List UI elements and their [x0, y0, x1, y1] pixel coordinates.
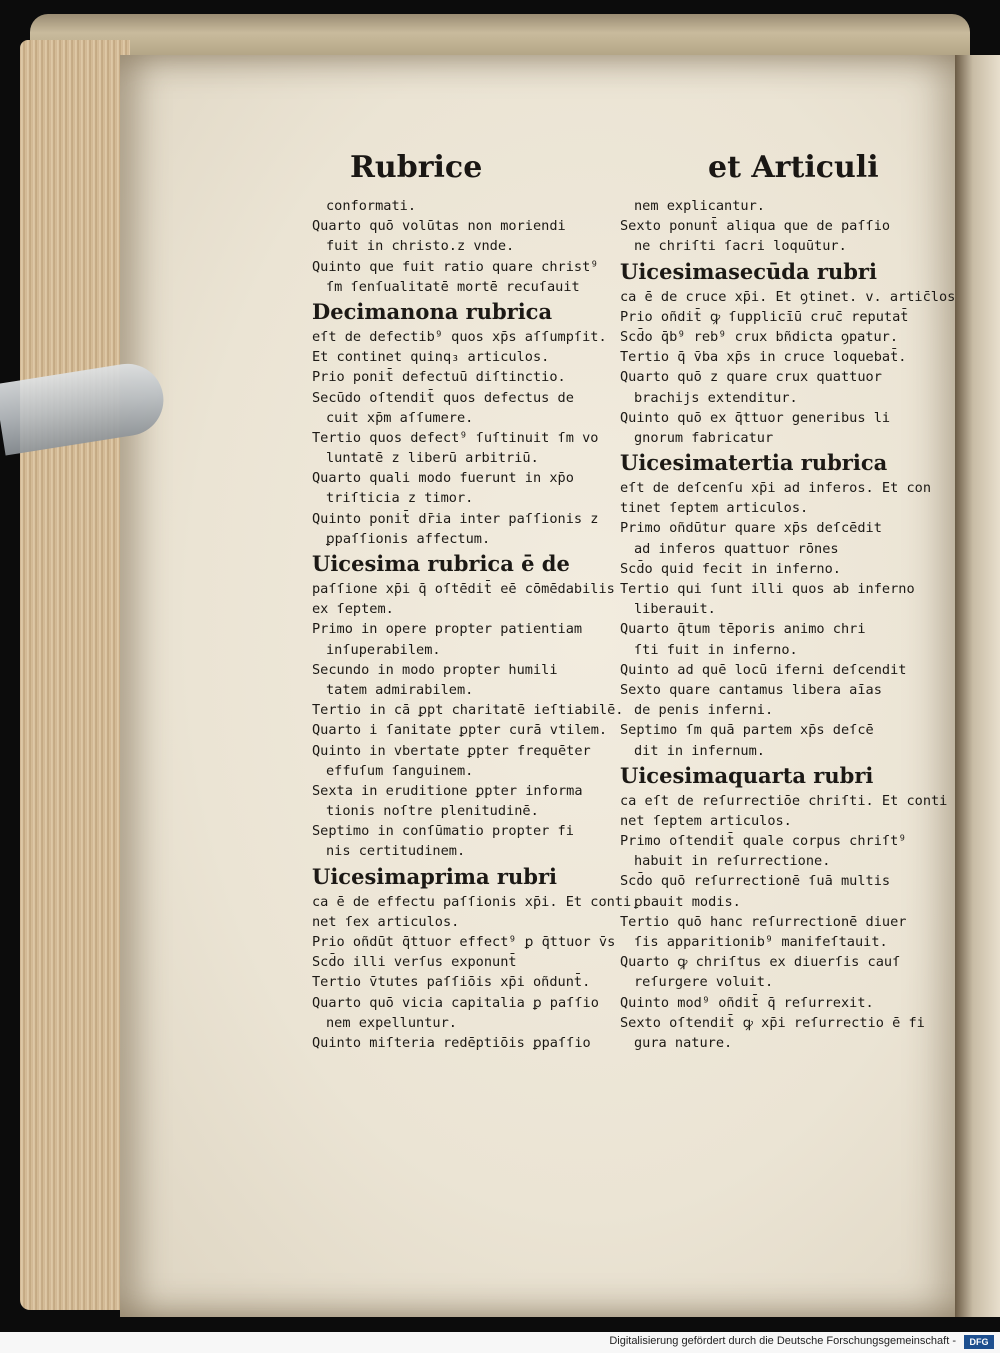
text-line: Septimo ſm quā partem xp̄s deſcē: [620, 722, 874, 739]
text-line: gnorum fabricatur: [634, 429, 774, 446]
rubric-heading: Uicesimaprima rubri: [312, 863, 557, 889]
text-line: nem expelluntur.: [326, 1014, 457, 1031]
dfg-logo: DFG: [964, 1335, 994, 1349]
text-line: Quarto quō z quare crux quattuor: [620, 369, 882, 386]
text-line: fuit in christo.z vnde.: [326, 238, 515, 255]
rubric-heading: Uicesimaquarta rubri: [620, 762, 874, 788]
text-line: brachijs extenditur.: [634, 389, 798, 406]
text-line: ne chriſti ſacri loquūtur.: [634, 238, 847, 255]
text-line: ca ē de effectu paſſionis xp̄i. Et conti: [312, 893, 632, 910]
text-line: Primo oſtendit̄ quale corpus chriſt⁹: [620, 833, 907, 850]
text-line: ꝑbauit modis.: [634, 893, 741, 910]
text-line: Sexto quare cantamus libera aīas: [620, 681, 882, 698]
text-line: eſt de defectib⁹ quos xp̄s aſſumpſit.: [312, 328, 607, 345]
footer-bar: [0, 1332, 1000, 1353]
text-line: tatem admirabilem.: [326, 681, 474, 698]
text-line: conformati.: [326, 198, 417, 214]
text-line: ꝑpaſſionis affectum.: [326, 530, 491, 547]
text-line: Tertio quos defect⁹ ſuſtinuit ſm vo: [312, 429, 599, 446]
text-line: net ſeptem articulos.: [620, 812, 792, 829]
text-line: Quinto ad quē locū iferni deſcendit: [620, 661, 907, 678]
rubric-heading: Decimanona rubrica: [312, 298, 553, 324]
text-line: habuit in reſurrectione.: [634, 853, 831, 870]
running-header-left: Rubrice: [350, 150, 483, 185]
rubric-heading: Uicesimatertia rubrica: [620, 450, 888, 476]
text-line: gura nature.: [634, 1034, 733, 1051]
text-line: Septimo in conſūmatio propter fi: [312, 823, 574, 840]
text-line: Prio ponit̄ defectuū diſtinctio.: [312, 369, 566, 386]
text-line: Scd̄o illi verſus exponunt̄: [312, 954, 517, 971]
running-header-right: et Articuli: [708, 150, 879, 185]
text-line: Quarto i ſanitate ꝑpter curā vtilem.: [312, 722, 608, 739]
text-line: ad inferos quattuor rōnes: [634, 540, 839, 557]
text-line: ſti fuit in inferno.: [634, 641, 798, 658]
text-line: nis certitudinem.: [326, 843, 466, 860]
text-line: Secūdo oſtendit̄ quos defectus de: [312, 389, 574, 406]
text-line: Scd̄o q̄b⁹ reb⁹ crux bñdicta ꝯpatur.: [620, 328, 899, 345]
text-line: Prio oñdūt q̄ttuor effect⁹ ꝑ q̄ttuor v̄s: [312, 934, 616, 950]
text-line: Scd̄o quid fecit in inferno.: [620, 560, 841, 577]
text-line: ca eſt de reſurrectiōe chriſti. Et conti: [620, 792, 948, 809]
text-line: dit in infernum.: [634, 742, 765, 759]
text-line: nem explicantur.: [634, 198, 765, 214]
text-line: ex ſeptem.: [312, 601, 394, 618]
text-column-right: [620, 196, 956, 1053]
text-line: Tertio qui ſunt illi quos ab inferno: [620, 581, 915, 597]
text-line: reſurgere voluit.: [634, 974, 774, 991]
text-line: Quarto quali modo fuerunt in xp̄o: [312, 470, 574, 487]
text-line: inſuperabilem.: [326, 641, 441, 658]
text-line: ſm ſenſualitatē mortē recuſauit: [326, 278, 580, 295]
text-line: liberauit.: [634, 601, 716, 618]
text-column-left: [312, 196, 632, 1053]
text-line: cuit xp̄m aſſumere.: [326, 409, 474, 426]
text-line: Quinto quō ex q̄ttuor generibus li: [620, 409, 891, 426]
text-line: Primo in opere propter patientiam: [312, 621, 583, 638]
text-line: net ſex articulos.: [312, 913, 460, 930]
text-line: ſis apparitionib⁹ manifeſtauit.: [634, 934, 888, 950]
book-top-edge: [30, 14, 970, 56]
footer-funding-text: Digitalisierung gefördert durch die Deutsche Forschungsgemeinschaft -: [609, 1335, 956, 1347]
text-line: Quinto que fuit ratio quare christ⁹: [312, 258, 599, 275]
text-line: Quinto mod⁹ oñdit̄ q̄ reſurrexit.: [620, 994, 874, 1011]
text-line: Primo oñdūtur quare xp̄s deſcēdit: [620, 520, 882, 537]
text-line: Quarto quō volūtas non moriendi: [312, 218, 566, 235]
text-line: Scd̄o quō reſurrectionē ſuā multis: [620, 873, 891, 890]
text-line: Tertio v̄tutes paſſiōis xp̄i oñdunt̄.: [312, 974, 591, 991]
text-line: Sexta in eruditione ꝑpter informa: [312, 782, 583, 799]
rubric-heading: Uicesima rubrica ē de: [312, 551, 570, 576]
text-line: tionis noſtre plenitudinē.: [326, 803, 539, 820]
text-line: triſticia z timor.: [326, 490, 474, 507]
text-line: Quinto ponit̄ dr̄ia inter paſſionis z: [312, 510, 599, 527]
text-line: Secundo in modo propter humili: [312, 661, 558, 678]
text-line: Prio oñdit̄ ꝙ ſupplicīū cruc̄ reputat̄: [620, 308, 909, 325]
text-line: Quarto q̄tum tēporis animo chri: [620, 621, 866, 638]
book-gutter: [955, 55, 1000, 1317]
text-line: paſſione xp̄i q̄ oſtēdit̄ eē cōmēdabilis: [312, 581, 615, 597]
text-line: Quinto in vbertate ꝑpter frequēter: [312, 742, 591, 759]
text-line: eſt de deſcenſu xp̄i ad inferos. Et con: [620, 480, 931, 497]
text-line: Tertio in cā ꝑpt charitatē ieſtiabilē.: [312, 702, 624, 719]
page-edges: [20, 40, 130, 1310]
text-line: Tertio q̄ v̄ba xp̄s in cruce loquebat̄.: [620, 349, 907, 366]
text-line: Tertio quō hanc reſurrectionē diuer: [620, 913, 907, 930]
text-line: Quinto miſteria redēptiōis ꝑpaſſio: [312, 1034, 591, 1051]
text-line: Quarto ꝙ chriſtus ex diuerſis cauſ: [620, 954, 901, 971]
text-line: Sexto ponunt̄ aliqua que de paſſio: [620, 218, 891, 235]
text-line: Et continet quinq₃ articulos.: [312, 349, 550, 366]
text-line: effuſum ſanguinem.: [326, 762, 474, 779]
text-line: de penis inferni.: [634, 702, 774, 719]
text-line: ca ē de cruce xp̄i. Et ꝯtinet. v. artic̄los: [620, 288, 956, 305]
text-line: luntatē z liberū arbitriū.: [326, 450, 539, 467]
text-line: Sexto oſtendit̄ ꝙ xp̄i reſurrectio ē fi: [620, 1014, 925, 1031]
text-line: Quarto quō vicia capitalia ꝑ paſſio: [312, 994, 599, 1011]
rubric-heading: Uicesimasecūda rubri: [620, 258, 877, 284]
text-line: tinet ſeptem articulos.: [620, 500, 809, 517]
